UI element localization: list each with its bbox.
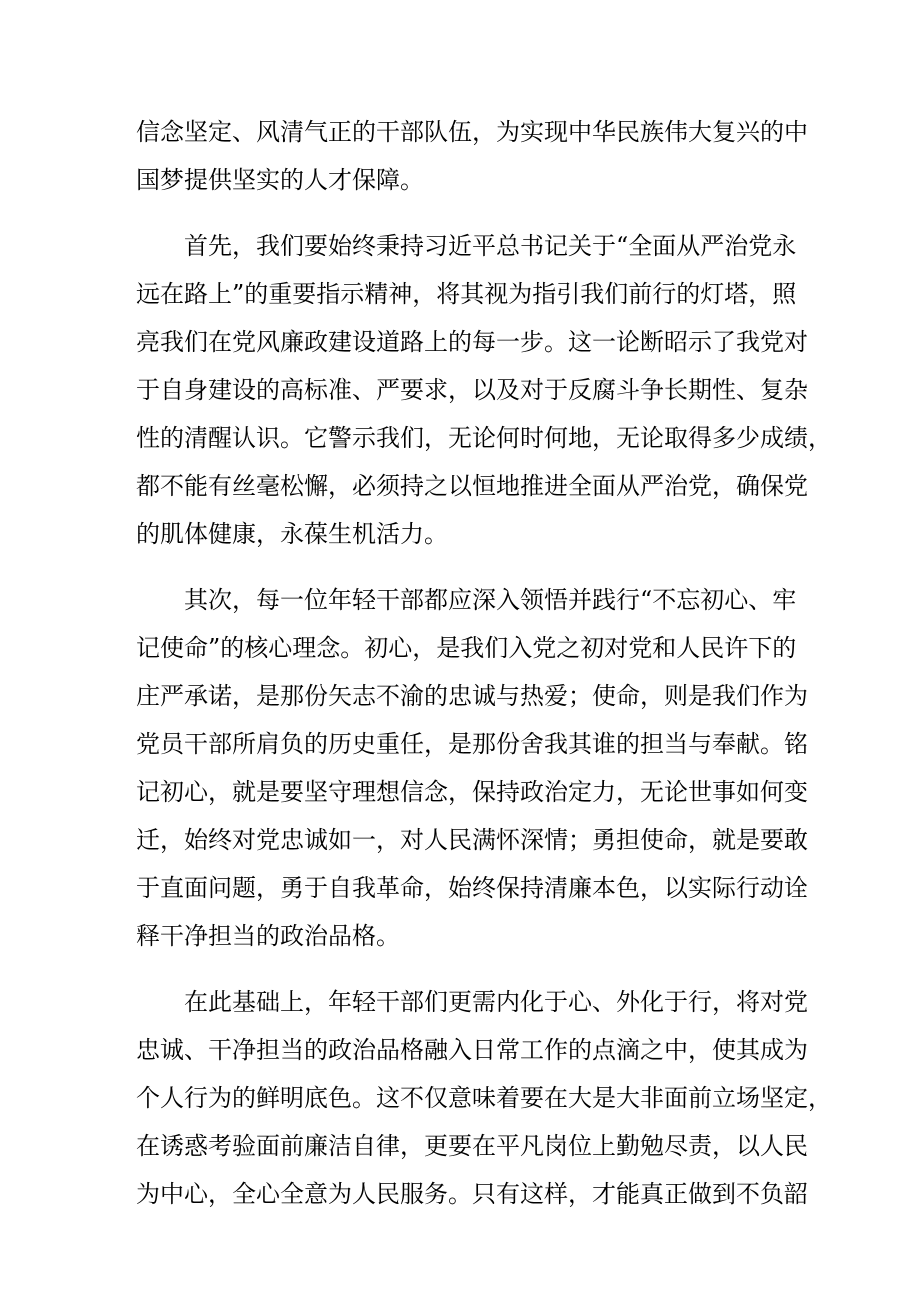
text-line: 记使命”的核心理念。初心，是我们入党之初对党和人民许下的 [136,634,797,662]
text-line: 为中心，全心全意为人民服务。只有这样，才能真正做到不负韶 [136,1180,808,1208]
text-line: 国梦提供坚实的人才保障。 [136,166,424,194]
text-line: 信念坚定、风清气正的干部队伍，为实现中华民族伟大复兴的中 [136,118,808,146]
text-line: 庄严承诺，是那份矢志不渝的忠诚与热爱；使命，则是我们作为 [136,682,808,710]
text-line: 于自身建设的高标准、严要求，以及对于反腐斗争长期性、复杂 [136,376,808,404]
text-line: 都不能有丝毫松懈，必须持之以恒地推进全面从严治党，确保党 [136,472,808,500]
text-line: 个人行为的鲜明底色。这不仅意味着要在大是大非面前立场坚定， [136,1084,832,1112]
text-line: 在诱惑考验面前廉洁自律，更要在平凡岗位上勤勉尽责，以人民 [136,1132,808,1160]
paragraph-spacing [136,558,796,576]
text-line: 忠诚、干净担当的政治品格融入日常工作的点滴之中，使其成为 [136,1036,808,1064]
document-body [136,108,832,1218]
text-line: 性的清醒认识。它警示我们，无论何时何地，无论取得多少成绩， [136,424,832,452]
text-line: 在此基础上，年轻干部们更需内化于心、外化于行，将对党 [184,988,808,1016]
text-line: 的肌体健康，永葆生机活力。 [136,520,448,548]
paragraph-spacing [136,204,796,222]
text-line: 释干净担当的政治品格。 [136,922,400,950]
paragraph [136,576,808,960]
text-line: 其次，每一位年轻干部都应深入领悟并践行“不忘初心、牢 [184,586,797,614]
paragraph [136,978,832,1218]
text-line: 远在路上”的重要指示精神，将其视为指引我们前行的灯塔，照 [136,280,797,308]
text-line: 迁，始终对党忠诚如一，对人民满怀深情；勇担使命，就是要敢 [136,826,808,854]
paragraph-spacing [136,960,796,978]
text-line: 记初心，就是要坚守理想信念，保持政治定力，无论世事如何变 [136,778,808,806]
text-line: 亮我们在党风廉政建设道路上的每一步。这一论断昭示了我党对 [136,328,808,356]
text-line: 首先，我们要始终秉持习近平总书记关于“全面从严治党永 [184,232,797,260]
paragraph [136,222,832,558]
text-line: 党员干部所肩负的历史重任，是那份舍我其谁的担当与奉献。铭 [136,730,808,758]
text-line: 于直面问题，勇于自我革命，始终保持清廉本色，以实际行动诠 [136,874,808,902]
paragraph [136,108,808,204]
